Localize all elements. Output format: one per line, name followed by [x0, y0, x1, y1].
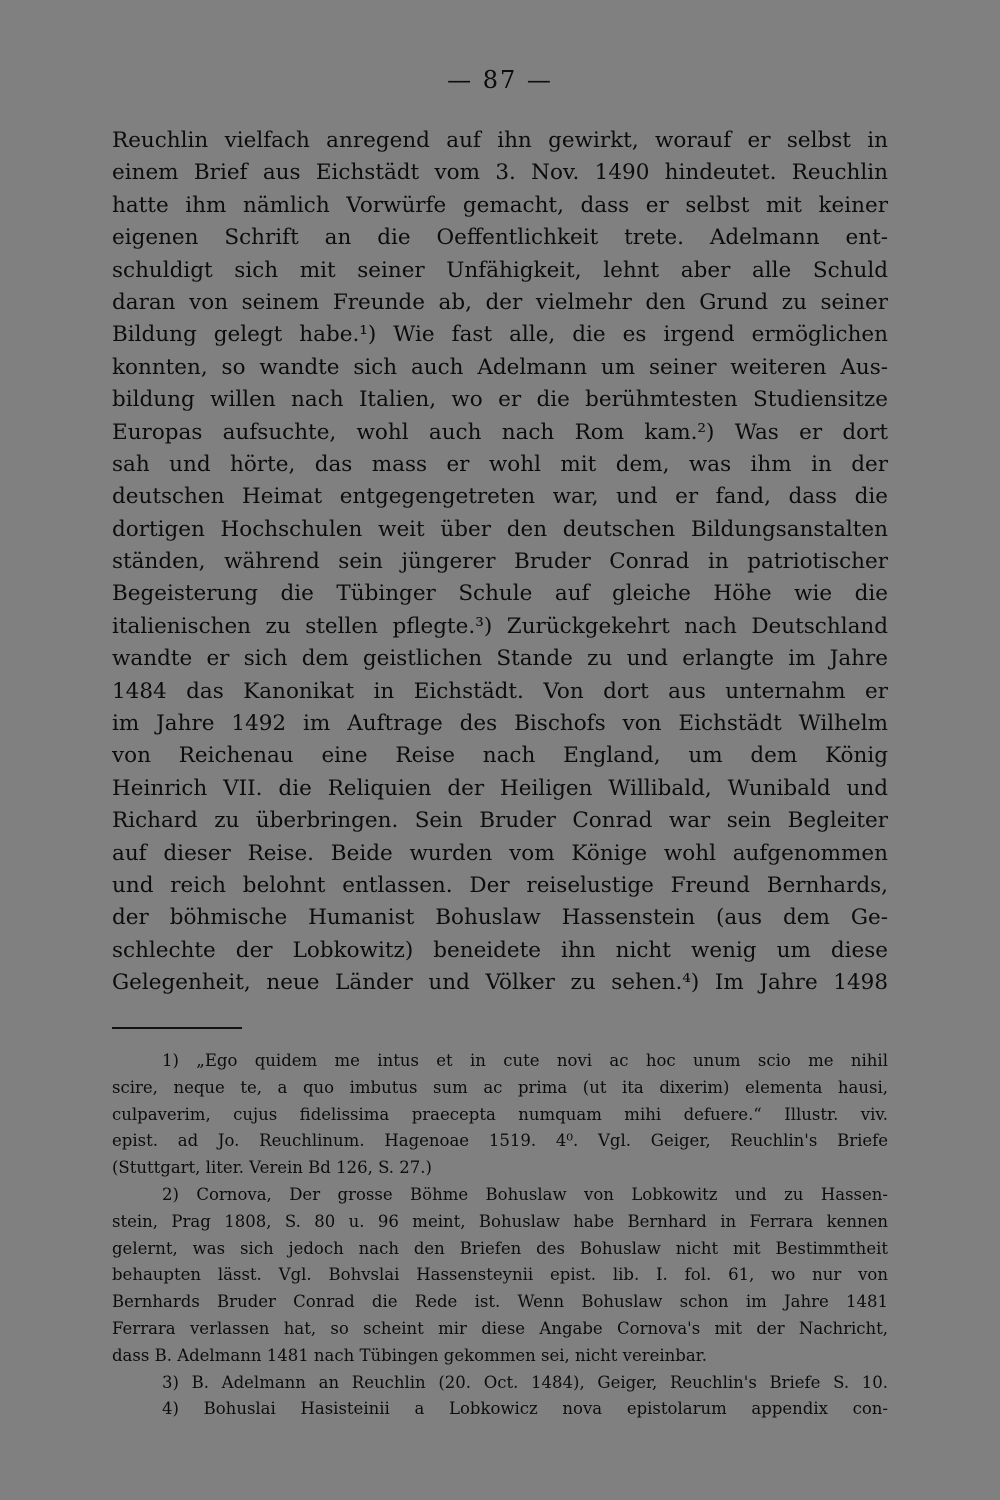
- body-line: 1484 das Kanonikat in Eichstädt. Von dort aus unternahm er: [112, 678, 888, 704]
- body-line: eigenen Schrift an die Oeffentlichkeit trete. Adelmann ent-: [112, 225, 888, 251]
- body-text: [112, 125, 888, 1000]
- body-line: Bildung gelegt habe.¹) Wie fast alle, die es irgend ermöglichen: [112, 322, 888, 348]
- footnote-2-line: Ferrara verlassen hat, so scheint mir diese Angabe Cornova's mit der Nachricht,: [112, 1318, 888, 1338]
- body-line: schuldigt sich mit seiner Unfähigkeit, lehnt aber alle Schuld: [112, 257, 888, 283]
- body-line: Richard zu überbringen. Sein Bruder Conrad war sein Begleiter: [112, 808, 888, 834]
- footnote-1-line: (Stuttgart, liter. Verein Bd 126, S. 27.): [112, 1158, 432, 1178]
- footnote-separator: [112, 1027, 242, 1029]
- footnote-1-line: culpaverim, cujus fidelissima praecepta numquam mihi defuere.“ Illustr. viv.: [112, 1104, 888, 1124]
- body-line: Europas aufsuchte, wohl auch nach Rom kam.²) Was er dort: [112, 419, 888, 445]
- footnote-1-line: 1) „Ego quidem me intus et in cute novi ac hoc unum scio me nihil: [162, 1051, 888, 1070]
- footnote-2-line: gelernt, was sich jedoch nach den Briefen des Bohuslaw nicht mit Bestimmtheit: [112, 1238, 888, 1258]
- footnote-3-line: 3) B. Adelmann an Reuchlin (20. Oct. 1484), Geiger, Reuchlin's Briefe S. 10.: [162, 1372, 888, 1392]
- body-line: dortigen Hochschulen weit über den deutschen Bildungsanstalten: [112, 516, 888, 542]
- body-line: und reich belohnt entlassen. Der reiselustige Freund Bernhards,: [112, 872, 888, 898]
- footnote-2-line: 2) Cornova, Der grosse Böhme Bohuslaw von Lobkowitz und zu Hassen-: [162, 1184, 888, 1204]
- body-line: italienischen zu stellen pflegte.³) Zurückgekehrt nach Deutschland: [112, 613, 888, 639]
- footnote-2-line: behaupten lässt. Vgl. Bohvslai Hassensteynii epist. lib. I. fol. 61, wo nur von: [112, 1265, 888, 1285]
- body-line: wandte er sich dem geistlichen Stande zu und erlangte im Jahre: [112, 646, 888, 672]
- body-line: einem Brief aus Eichstädt vom 3. Nov. 1490 hindeutet. Reuchlin: [112, 160, 888, 186]
- footnote-1-line: scire, neque te, a quo imbutus sum ac prima (ut ita dixerim) elementa hausi,: [112, 1077, 888, 1097]
- body-line: von Reichenau eine Reise nach England, um dem König: [112, 743, 888, 769]
- body-line: ständen, während sein jüngerer Bruder Conrad in patriotischer: [112, 549, 888, 575]
- body-line: deutschen Heimat entgegengetreten war, und er fand, dass die: [112, 484, 888, 510]
- body-line: auf dieser Reise. Beide wurden vom Könige wohl aufgenommen: [112, 840, 888, 866]
- footnote-2-line: Bernhards Bruder Conrad die Rede ist. Wenn Bohuslaw schon im Jahre 1481: [112, 1292, 888, 1312]
- footnote-2-line: dass B. Adelmann 1481 nach Tübingen gekommen sei, nicht vereinbar.: [112, 1345, 707, 1365]
- body-line: schlechte der Lobkowitz) beneidete ihn nicht wenig um diese: [112, 937, 888, 963]
- body-line: der böhmische Humanist Bohuslaw Hassenstein (aus dem Ge-: [112, 905, 888, 931]
- footnote-2-line: stein, Prag 1808, S. 80 u. 96 meint, Bohuslaw habe Bernhard in Ferrara kennen: [112, 1211, 888, 1231]
- footnotes: [112, 1048, 888, 1423]
- body-line: Gelegenheit, neue Länder und Völker zu sehen.⁴) Im Jahre 1498: [112, 970, 888, 996]
- footnote-1-line: epist. ad Jo. Reuchlinum. Hagenoae 1519. 4⁰. Vgl. Geiger, Reuchlin's Briefe: [112, 1131, 888, 1151]
- footnote-4-line: 4) Bohuslai Hasisteinii a Lobkowicz nova epistolarum appendix con-: [162, 1399, 888, 1419]
- body-line: hatte ihm nämlich Vorwürfe gemacht, dass er selbst mit keiner: [112, 192, 888, 218]
- body-line: Heinrich VII. die Reliquien der Heiligen Willibald, Wunibald und: [112, 775, 888, 801]
- body-line: sah und hörte, das mass er wohl mit dem, was ihm in der: [112, 451, 888, 477]
- page-number: — 87 —: [447, 66, 553, 94]
- body-line: Reuchlin vielfach anregend auf ihn gewirkt, worauf er selbst in: [112, 128, 888, 153]
- body-line: im Jahre 1492 im Auftrage des Bischofs von Eichstädt Wilhelm: [112, 711, 888, 737]
- body-line: daran von seinem Freunde ab, der vielmehr den Grund zu seiner: [112, 289, 888, 315]
- body-line: Begeisterung die Tübinger Schule auf gleiche Höhe wie die: [112, 581, 888, 607]
- body-line: bildung willen nach Italien, wo er die berühmtesten Studiensitze: [112, 387, 888, 413]
- body-line: konnten, so wandte sich auch Adelmann um seiner weiteren Aus-: [112, 354, 888, 380]
